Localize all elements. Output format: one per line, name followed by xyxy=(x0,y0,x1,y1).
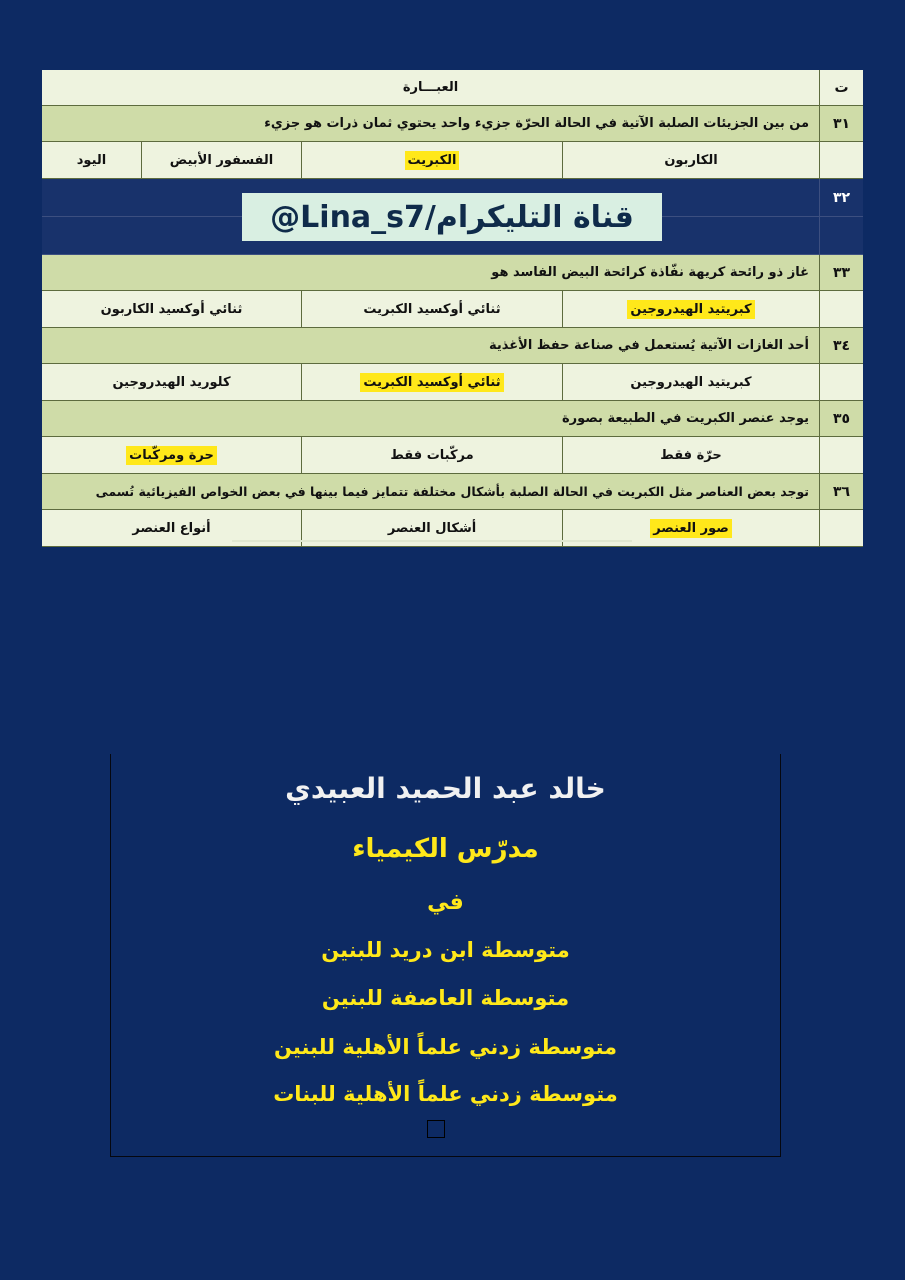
school-name: متوسطة العاصفة للبنين xyxy=(321,986,570,1010)
option-cell[interactable] xyxy=(42,142,141,178)
option-label: أنواع العنصر xyxy=(132,520,211,536)
option-cell[interactable] xyxy=(301,437,562,473)
options-row-34 xyxy=(42,364,863,401)
question-row-33 xyxy=(42,255,863,291)
quiz-table xyxy=(42,70,863,547)
telegram-channel-banner[interactable] xyxy=(242,193,662,241)
question-row-34 xyxy=(42,328,863,364)
option-label-highlighted: الكبريت xyxy=(405,151,460,170)
empty-number-cell xyxy=(819,364,863,400)
option-label-highlighted: صور العنصر xyxy=(650,519,732,538)
option-label: كبريتيد الهيدروجين xyxy=(630,374,752,390)
preposition: في xyxy=(427,890,464,915)
school-name: متوسطة زدني علماً الأهلية للبنين xyxy=(273,1035,618,1059)
option-label: كلوريد الهيدروجين xyxy=(112,374,231,390)
banner-text: قناة التليكرام/Lina_s7@ xyxy=(270,199,634,235)
option-label-highlighted: حرة ومركّبات xyxy=(126,446,217,465)
question-row-35 xyxy=(42,401,863,437)
checkbox-square-icon xyxy=(427,1120,445,1138)
options-row-33 xyxy=(42,291,863,328)
question-text: يوجد عنصر الكبريت في الطبيعة بصورة xyxy=(42,401,819,436)
option-label: ثنائي أوكسيد الكاربون xyxy=(100,301,243,317)
question-row-31 xyxy=(42,106,863,142)
option-label: الكاربون xyxy=(664,152,718,168)
divider xyxy=(232,540,632,542)
options-row-35 xyxy=(42,437,863,474)
question-text: أحد الغازات الآتية يُستعمل في صناعة حفظ الأغذية xyxy=(42,328,819,363)
question-text: توجد بعض العناصر مثل الكبريت في الحالة الصلبة بأشكال مختلفة تتمايز فيما بينها في بعض الخواص الفيزيائية تُسمى xyxy=(42,474,819,509)
teacher-role: مدرّس الكيمياء xyxy=(352,834,539,864)
question-number: ٣٦ xyxy=(819,474,863,509)
option-cell[interactable] xyxy=(562,364,819,400)
teacher-name: خالد عبد الحميد العبيدي xyxy=(285,772,606,805)
question-number: ٣٣ xyxy=(819,255,863,290)
empty-number-cell xyxy=(819,291,863,327)
option-label: مركّبات فقط xyxy=(390,447,474,463)
question-number: ٣١ xyxy=(819,106,863,141)
option-label: الفسفور الأبيض xyxy=(169,152,274,168)
question-text: غاز ذو رائحة كريهة نفّاذة كرائحة البيض الفاسد هو xyxy=(42,255,819,290)
option-cell[interactable] xyxy=(141,142,301,178)
option-cell[interactable] xyxy=(301,364,562,400)
option-label: حرّة فقط xyxy=(660,447,722,463)
question-number: ٣٢ xyxy=(819,179,863,216)
option-label: ثنائي أوكسيد الكبريت xyxy=(363,301,501,317)
question-text: من بين الجزيئات الصلبة الآتية في الحالة الحرّة جزيء واحد يحتوي ثمان ذرات هو جزيء xyxy=(42,106,819,141)
option-cell[interactable] xyxy=(562,437,819,473)
option-cell[interactable] xyxy=(42,291,301,327)
empty-number-cell xyxy=(819,217,863,254)
option-cell[interactable] xyxy=(42,437,301,473)
empty-number-cell xyxy=(819,142,863,178)
credits-box xyxy=(110,754,781,1157)
question-number: ٣٥ xyxy=(819,401,863,436)
header-number: ت xyxy=(819,70,863,105)
option-cell[interactable] xyxy=(42,364,301,400)
empty-number-cell xyxy=(819,510,863,546)
option-cell[interactable] xyxy=(562,142,819,178)
option-cell[interactable] xyxy=(301,291,562,327)
option-label: أشكال العنصر xyxy=(387,520,477,536)
options-row-31 xyxy=(42,142,863,179)
table-header xyxy=(42,70,863,106)
question-number: ٣٤ xyxy=(819,328,863,363)
empty-number-cell xyxy=(819,437,863,473)
option-cell[interactable] xyxy=(562,291,819,327)
question-row-36 xyxy=(42,474,863,510)
header-statement: العبـــارة xyxy=(42,70,819,105)
option-label-highlighted: ثنائي أوكسيد الكبريت xyxy=(360,373,503,392)
school-name: متوسطة زدني علماً الأهلية للبنات xyxy=(273,1082,618,1106)
option-label: اليود xyxy=(76,152,107,168)
option-cell[interactable] xyxy=(301,142,562,178)
school-name: متوسطة ابن دريد للبنين xyxy=(321,938,570,962)
option-label-highlighted: كبريتيد الهيدروجين xyxy=(627,300,754,319)
